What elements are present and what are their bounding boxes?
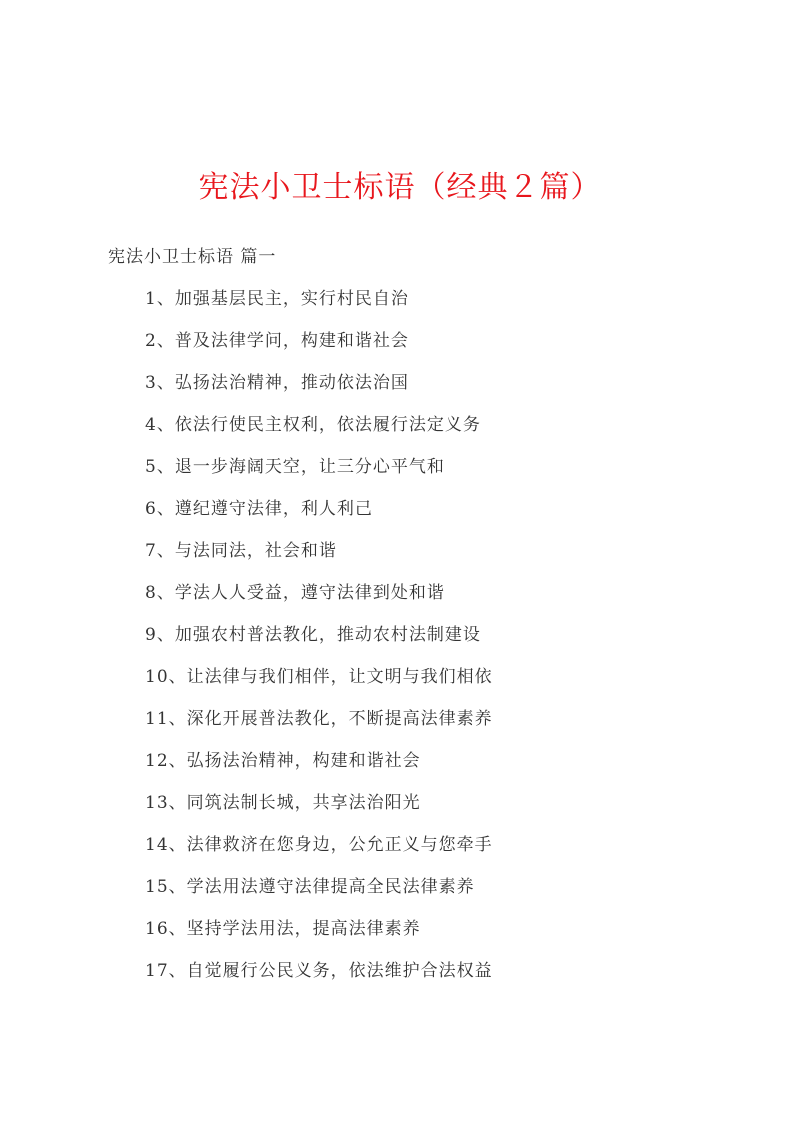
list-item: 15、学法用法遵守法律提高全民法律素养 <box>145 877 475 897</box>
list-item: 3、弘扬法治精神，推动依法治国 <box>145 373 409 393</box>
list-item: 7、与法同法，社会和谐 <box>145 541 337 561</box>
list-item: 6、遵纪遵守法律，利人利己 <box>145 499 373 519</box>
list-item: 14、法律救济在您身边，公允正义与您牵手 <box>145 835 493 855</box>
list-item: 8、学法人人受益，遵守法律到处和谐 <box>145 583 445 603</box>
list-item: 11、深化开展普法教化，不断提高法律素养 <box>145 709 493 729</box>
list-item: 9、加强农村普法教化，推动农村法制建设 <box>145 625 481 645</box>
list-item: 12、弘扬法治精神，构建和谐社会 <box>145 751 421 771</box>
list-item: 4、依法行使民主权利，依法履行法定义务 <box>145 415 481 435</box>
document-title: 宪法小卫士标语（经典２篇） <box>198 170 602 205</box>
list-item: 10、让法律与我们相伴，让文明与我们相依 <box>145 667 493 687</box>
list-item: 16、坚持学法用法，提高法律素养 <box>145 919 421 939</box>
list-item: 5、退一步海阔天空，让三分心平气和 <box>145 457 445 477</box>
list-item: 2、普及法律学问，构建和谐社会 <box>145 331 409 351</box>
section-heading: 宪法小卫士标语 篇一 <box>108 247 277 267</box>
list-item: 1、加强基层民主，实行村民自治 <box>145 289 409 309</box>
list-item: 13、同筑法制长城，共享法治阳光 <box>145 793 421 813</box>
slogan-list <box>145 286 493 1000</box>
list-item: 17、自觉履行公民义务，依法维护合法权益 <box>145 961 493 981</box>
